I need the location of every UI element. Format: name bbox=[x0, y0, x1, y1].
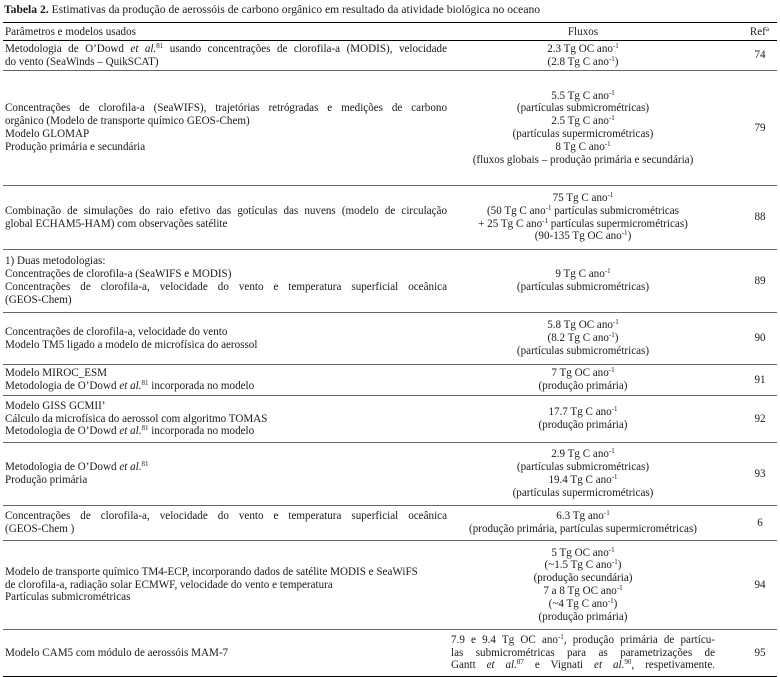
param-line: Partículas submicrométricas bbox=[5, 591, 131, 604]
table-row bbox=[3, 186, 777, 250]
ref-cell: 95 bbox=[754, 646, 766, 659]
ref-cell: 91 bbox=[754, 373, 766, 386]
param-line: Modelo GISS GCMII’ bbox=[5, 399, 106, 412]
header-ref bbox=[717, 23, 777, 41]
table-row bbox=[3, 365, 777, 396]
param-line: de clorofila-a, radiação solar ECMWF, velocidade do vento e temperatura bbox=[5, 578, 333, 591]
param-line: global ECHAM5-HAM) com observações satélite bbox=[5, 217, 228, 230]
param-line: (GEOS-Chem ) bbox=[5, 523, 75, 535]
flux-line: 75 Tg C ano$^{-1}$ bbox=[552, 190, 614, 204]
flux-line: 2.3 Tg OC ano$^{-1}$ bbox=[547, 41, 619, 55]
flux-line: 9 Tg C ano$^{-1}$ bbox=[555, 267, 611, 281]
flux-line: (fluxos globais – produção primária e secundária) bbox=[472, 153, 694, 166]
header-params: Parâmetros e modelos usados bbox=[5, 25, 136, 38]
flux-line: 5 Tg OC ano$^{-1}$ bbox=[551, 545, 615, 559]
table-row bbox=[3, 396, 777, 443]
flux-line: Gantt et al.$^{87}$ e Vignati et al.$^{90}$, respetivamente. bbox=[451, 658, 716, 672]
param-line: orgânico (Modelo de transporte químico GEOS-Chem) bbox=[5, 115, 250, 128]
table-row bbox=[3, 541, 777, 630]
table-row bbox=[3, 71, 777, 186]
param-line: Concentrações de clorofila-a (SeaWIFS e MODIS) bbox=[5, 268, 232, 281]
param-line: Concentrações de clorofila-a, velocidade do vento e temperatura superficial oceânica bbox=[5, 281, 447, 293]
flux-line: 8 Tg C ano$^{-1}$ bbox=[555, 139, 611, 153]
table-row bbox=[3, 443, 777, 506]
flux-line: (partículas submicrométricas) bbox=[516, 344, 650, 357]
flux-cell bbox=[449, 71, 717, 186]
param-cell bbox=[3, 630, 449, 677]
ref-cell: 89 bbox=[754, 274, 766, 287]
flux-line: 7 Tg OC ano$^{-1}$ bbox=[551, 366, 615, 380]
param-line: do vento (SeaWinds – QuikSCAT) bbox=[5, 55, 159, 68]
ref-cell: 90 bbox=[754, 332, 766, 345]
param-line: Metodologia de O’Dowd et al.$^{81}$ usando concentrações de clorofila-a (MODIS), velocidade bbox=[5, 41, 447, 55]
param-cell bbox=[3, 506, 449, 541]
flux-line: + 25 Tg C ano$^{-1}$ partículas supermicrométricas) bbox=[478, 216, 688, 230]
param-line: Modelo de transporte químico TM4-ECP, incorporando dados de satélite MODIS e SeaWiFS bbox=[5, 565, 418, 578]
param-line: Metodologia de O’Dowd et al.$^{81}$ incorporada no modelo bbox=[5, 379, 255, 392]
ref-cell: 93 bbox=[754, 467, 766, 480]
flux-cell bbox=[449, 541, 717, 630]
flux-line: (partículas supermicrométricas) bbox=[512, 128, 654, 140]
flux-line: (partículas supermicrométricas) bbox=[512, 486, 654, 499]
flux-line: (partículas submicrométricas) bbox=[516, 461, 650, 474]
param-line: Concentrações de clorofila-a, velocidade do vento e temperatura superficial oceânica bbox=[5, 510, 447, 523]
flux-line: 7.9 e 9.4 Tg OC ano$^{-1}$, produção primária de partícu- bbox=[451, 632, 716, 646]
flux-line: (~1.5 Tg C ano$^{-1}$) bbox=[544, 558, 622, 572]
param-line: Modelo TM5 ligado a modelo de microfísica do aerossol bbox=[5, 338, 258, 351]
ref-cell: 92 bbox=[754, 412, 766, 425]
flux-line: 17.7 Tg C ano$^{-1}$ bbox=[548, 405, 618, 419]
param-cell bbox=[3, 250, 449, 313]
flux-line: (partículas submicrométricas) bbox=[516, 102, 650, 115]
flux-line: (produção primária) bbox=[538, 380, 628, 392]
flux-line: (2.8 Tg C ano$^{-1}$) bbox=[547, 54, 619, 68]
flux-cell bbox=[449, 365, 717, 396]
flux-line: 7 a 8 Tg OC ano$^{-1}$ bbox=[543, 584, 623, 597]
flux-line: (90-135 Tg OC ano$^{-1}$) bbox=[534, 229, 632, 243]
table-row bbox=[3, 506, 777, 541]
param-line: Modelo MIROC_ESM bbox=[5, 367, 108, 380]
table-label: Tabela 2. bbox=[4, 3, 49, 16]
param-line: Concentrações de clorofila-a, velocidade do vento bbox=[5, 325, 228, 338]
header-row bbox=[3, 23, 777, 41]
param-line: Concentrações de clorofila-a (SeaWIFS), trajetórias retrógradas e medições de carbono bbox=[5, 102, 447, 115]
flux-line: 2.9 Tg C ano$^{-1}$ bbox=[551, 447, 615, 461]
ref-cell: 6 bbox=[757, 516, 763, 529]
param-line: Combinação de simulações do raio efetivo das gotículas das nuvens (modelo de circulação bbox=[5, 204, 447, 217]
flux-line: 2.5 Tg C ano$^{-1}$ bbox=[551, 114, 615, 128]
flux-line: (partículas submicrométricas) bbox=[516, 281, 650, 293]
table-row bbox=[3, 250, 777, 313]
param-line: Metodologia de O’Dowd et al.$^{81}$ bbox=[5, 460, 149, 474]
flux-line: 5.5 Tg C ano$^{-1}$ bbox=[551, 88, 615, 102]
flux-line: (produção primária) bbox=[538, 610, 628, 623]
flux-line: las submicrométricas para as parametrizações de bbox=[451, 646, 715, 659]
flux-cell bbox=[449, 506, 717, 541]
param-cell bbox=[3, 186, 449, 250]
flux-cell bbox=[449, 313, 717, 365]
param-cell bbox=[3, 313, 449, 365]
ref-cell: 74 bbox=[754, 49, 766, 62]
param-cell bbox=[3, 71, 449, 186]
param-line: 1) Duas metodologias: bbox=[5, 255, 106, 268]
header-ref-sup: a bbox=[765, 24, 769, 33]
param-line: Cálculo da microfísica do aerossol com algoritmo TOMAS bbox=[5, 412, 268, 425]
flux-line: (produção primária, partículas supermicrométricas) bbox=[469, 523, 697, 535]
ref-cell: 94 bbox=[754, 578, 766, 591]
flux-cell bbox=[449, 250, 717, 313]
flux-cell bbox=[449, 396, 717, 443]
table-title: Estimativas da produção de aerossóis de carbono orgânico em resultado da atividade biológica no oceano bbox=[51, 3, 541, 16]
table-row bbox=[3, 313, 777, 365]
data-table bbox=[3, 22, 777, 677]
flux-line: 6.3 Tg ano$^{-1}$ bbox=[556, 509, 610, 523]
flux-line: (produção primária) bbox=[538, 419, 628, 431]
flux-line: (8.2 Tg C ano$^{-1}$) bbox=[547, 331, 619, 345]
param-cell bbox=[3, 443, 449, 506]
flux-cell bbox=[449, 630, 717, 677]
ref-cell: 79 bbox=[754, 121, 766, 134]
flux-line: (~4 Tg C ano$^{-1}$) bbox=[548, 596, 618, 610]
flux-cell bbox=[449, 41, 717, 71]
flux-line: (produção secundária) bbox=[533, 572, 633, 585]
param-line: Modelo GLOMAP bbox=[5, 128, 90, 140]
table-caption bbox=[4, 3, 776, 17]
param-line: Modelo CAM5 com módulo de aerossóis MAM-7 bbox=[5, 646, 229, 659]
flux-line: 5.8 Tg OC ano$^{-1}$ bbox=[547, 318, 619, 332]
param-line: Produção primária e secundária bbox=[5, 140, 146, 153]
flux-line: 19.4 Tg C ano$^{-1}$ bbox=[548, 473, 618, 486]
flux-cell bbox=[449, 443, 717, 506]
param-cell bbox=[3, 541, 449, 630]
table-row bbox=[3, 41, 777, 71]
param-line: Produção primária bbox=[5, 474, 88, 486]
param-cell bbox=[3, 365, 449, 396]
param-cell bbox=[3, 396, 449, 443]
param-cell bbox=[3, 41, 449, 71]
ref-cell: 88 bbox=[754, 211, 766, 224]
header-fluxes: Fluxos bbox=[567, 25, 599, 38]
flux-cell bbox=[449, 186, 717, 250]
param-line: Metodologia de O’Dowd et al.$^{81}$ incorporada no modelo bbox=[5, 424, 255, 438]
table-row bbox=[3, 630, 777, 677]
header-ref-text: Ref bbox=[749, 25, 766, 38]
param-line: (GEOS-Chem) bbox=[5, 293, 72, 306]
flux-line: (50 Tg C ano$^{-1}$ partículas submicrométricas bbox=[486, 203, 680, 217]
